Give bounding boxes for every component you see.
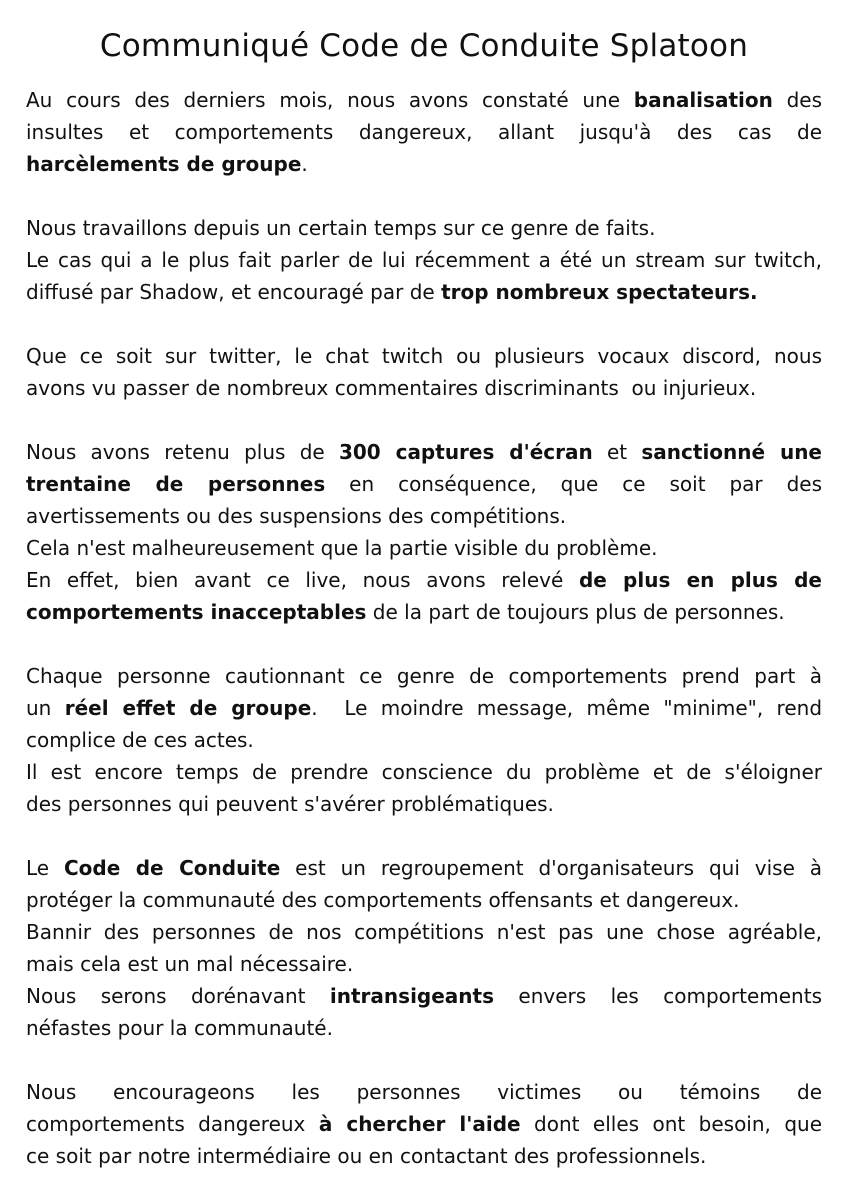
- text-segment: avertissements ou des suspensions des compétitions.: [26, 504, 567, 528]
- text-line: [26, 948, 822, 980]
- bold-text: trentaine de personnes: [26, 472, 326, 496]
- text-line: [26, 596, 822, 628]
- text-line: [26, 116, 822, 148]
- text-segment: envers les comportements: [494, 984, 822, 1008]
- bold-text: réel effet de groupe: [64, 696, 312, 720]
- text-segment: insultes et comportements dangereux, allant jusqu'à des cas de: [26, 120, 822, 144]
- bold-text: de plus en plus de: [578, 568, 822, 592]
- bold-text: Code de Conduite: [63, 856, 281, 880]
- text-line: [26, 340, 822, 372]
- text-segment: un: [26, 696, 65, 720]
- bold-text: comportements inacceptables: [26, 600, 367, 624]
- text-line: [26, 1076, 822, 1108]
- text-segment: Nous serons dorénavant: [26, 984, 330, 1008]
- text-segment: diffusé par Shadow, et encouragé par de: [26, 280, 442, 304]
- text-line: [26, 500, 822, 532]
- paragraph: [26, 84, 822, 180]
- text-segment: néfastes pour la communauté.: [26, 1016, 333, 1040]
- text-segment: des: [772, 88, 823, 112]
- text-segment: Nous avons retenu plus de: [26, 440, 339, 464]
- text-segment: avons vu passer de nombreux commentaires discriminants ou injurieux.: [26, 376, 757, 400]
- text-segment: mais cela est un mal nécessaire.: [26, 952, 354, 976]
- text-segment: Au cours des derniers mois, nous avons constaté une: [26, 88, 634, 112]
- bold-text: sanctionné une: [641, 440, 822, 464]
- text-segment: de la part de toujours plus de personnes.: [366, 600, 785, 624]
- paragraph: [26, 1076, 822, 1172]
- text-line: [26, 468, 822, 500]
- text-line: [26, 148, 822, 180]
- text-segment: des personnes qui peuvent s'avérer problématiques.: [26, 792, 554, 816]
- document-page: [26, 28, 822, 1204]
- text-segment: en conséquence, que ce soit par des: [325, 472, 822, 496]
- text-line: [26, 884, 822, 916]
- bold-text: à chercher l'aide: [318, 1112, 521, 1136]
- text-line: [26, 692, 822, 724]
- text-line: [26, 660, 822, 692]
- text-segment: Cela n'est malheureusement que la partie visible du problème.: [26, 536, 658, 560]
- text-line: [26, 212, 822, 244]
- text-segment: ce soit par notre intermédiaire ou en contactant des professionnels.: [26, 1144, 707, 1168]
- bold-text: intransigeants: [329, 984, 494, 1008]
- text-segment: et: [592, 440, 642, 464]
- bold-text: 300 captures d'écran: [338, 440, 593, 464]
- text-line: [26, 436, 822, 468]
- text-line: [26, 916, 822, 948]
- text-segment: Nous travaillons depuis un certain temps sur ce genre de faits.: [26, 216, 656, 240]
- text-segment: . Le moindre message, même "minime", rend: [311, 696, 823, 720]
- text-segment: Le cas qui a le plus fait parler de lui récemment a été un stream sur twitch,: [26, 248, 822, 272]
- paragraph: [26, 340, 822, 404]
- text-segment: Le: [26, 856, 64, 880]
- text-line: [26, 1140, 822, 1172]
- text-line: [26, 1108, 822, 1140]
- document-body: [26, 84, 822, 1172]
- text-segment: En effet, bien avant ce live, nous avons relevé: [26, 568, 579, 592]
- text-line: [26, 1012, 822, 1044]
- text-segment: Il est encore temps de prendre conscience du problème et de s'éloigner: [26, 760, 822, 784]
- text-segment: complice de ces actes.: [26, 728, 254, 752]
- bold-text: banalisation: [633, 88, 773, 112]
- paragraph: [26, 436, 822, 628]
- text-segment: Que ce soit sur twitter, le chat twitch ou plusieurs vocaux discord, nous: [26, 344, 822, 368]
- bold-text: harcèlements de groupe: [26, 152, 302, 176]
- text-segment: .: [301, 152, 308, 176]
- text-line: [26, 372, 822, 404]
- paragraph: [26, 212, 822, 308]
- text-segment: protéger la communauté des comportements offensants et dangereux.: [26, 888, 740, 912]
- text-segment: Chaque personne cautionnant ce genre de comportements prend part à: [26, 664, 822, 688]
- text-line: [26, 84, 822, 116]
- bold-text: trop nombreux spectateurs.: [441, 280, 758, 304]
- paragraph: [26, 852, 822, 1044]
- text-line: [26, 724, 822, 756]
- paragraph: [26, 660, 822, 820]
- text-line: [26, 852, 822, 884]
- text-segment: Nous encourageons les personnes victimes ou témoins de: [26, 1080, 822, 1104]
- page-title: Communiqué Code de Conduite Splatoon: [99, 28, 749, 64]
- text-segment: dont elles ont besoin, que: [520, 1112, 822, 1136]
- text-segment: comportements dangereux: [26, 1112, 319, 1136]
- text-line: [26, 532, 822, 564]
- text-line: [26, 276, 822, 308]
- text-line: [26, 244, 822, 276]
- text-line: [26, 756, 822, 788]
- text-line: [26, 980, 822, 1012]
- text-segment: Bannir des personnes de nos compétitions n'est pas une chose agréable,: [26, 920, 822, 944]
- text-line: [26, 788, 822, 820]
- text-line: [26, 564, 822, 596]
- text-segment: est un regroupement d'organisateurs qui vise à: [280, 856, 823, 880]
